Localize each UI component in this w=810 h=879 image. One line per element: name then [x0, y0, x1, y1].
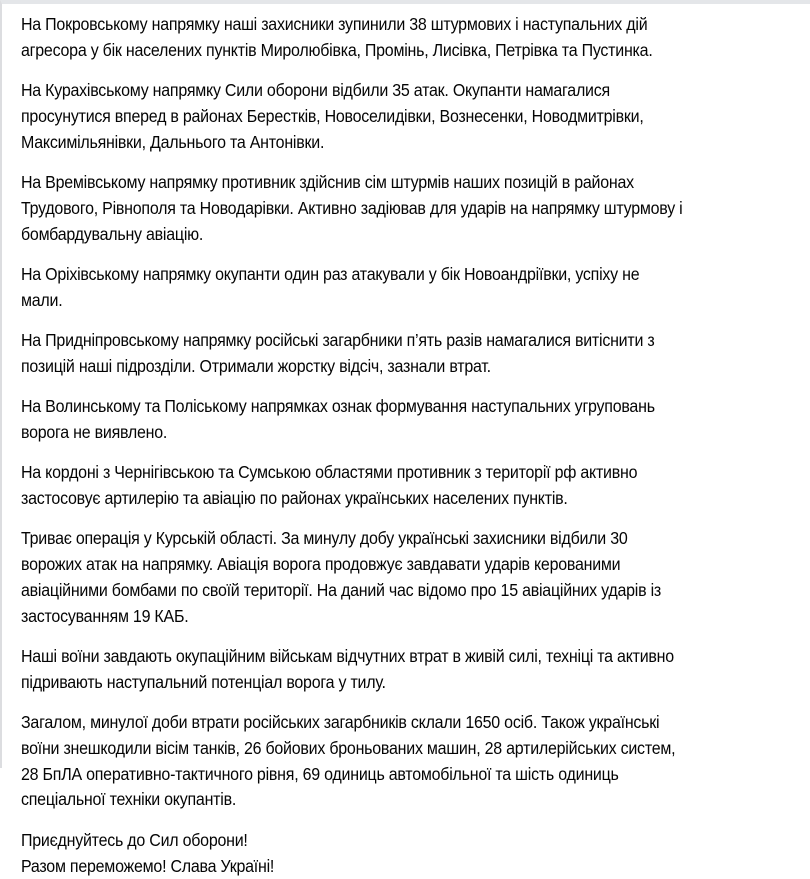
- text-line: На Придніпровському напрямку російські загарбники п’ять разів намагалися витіснити з: [21, 329, 655, 350]
- text-line: Разом переможемо! Слава Україні!: [21, 855, 275, 876]
- text-line: Загалом, минулої доби втрати російських загарбників склали 1650 осіб. Також українські: [21, 712, 660, 733]
- paragraph-kurakhove: [21, 78, 802, 155]
- paragraph-losses-inflicted: [21, 644, 802, 696]
- text-line: На кордоні з Чернігівською та Сумською областями противник з території рф активно: [21, 462, 638, 483]
- text-line: На Оріхівському напрямку окупанти один раз атакували у бік Новоандріївки, успіху не: [21, 263, 640, 284]
- paragraph-summary: [21, 710, 802, 813]
- text-line: ворожих атак на напрямку. Авіація ворога продовжує завдавати ударів керованими: [21, 554, 621, 575]
- text-line: підривають наступальний потенціал ворога у тилу.: [21, 671, 386, 692]
- paragraph-prydniprovskyi: [21, 328, 802, 380]
- text-line: бомбардувальну авіацію.: [21, 223, 204, 244]
- text-line: Максимільянівки, Дальнього та Антонівки.: [21, 131, 325, 152]
- text-line: ворога не виявлено.: [21, 421, 168, 442]
- text-line: На Волинському та Поліському напрямках ознак формування наступальних угруповань: [21, 396, 655, 417]
- paragraph-vremivka: [21, 170, 802, 247]
- text-line: Триває операція у Курській області. За минулу добу українські захисники відбили 30: [21, 528, 628, 549]
- paragraph-orikhiv: [21, 262, 802, 314]
- text-line: На Покровському напрямку наші захисники зупинили 38 штурмових і наступальних дій: [21, 14, 648, 34]
- text-line: застосовує артилерію та авіацію по районах українських населених пунктів.: [21, 487, 568, 508]
- text-line: Трудового, Рівнополя та Новодарівки. Активно задіював для ударів на напрямку штурмову і: [21, 197, 683, 218]
- text-line: застосуванням 19 КАБ.: [21, 605, 189, 626]
- text-line: Наші воїни завдають окупаційним військам відчутних втрат в живій силі, техніці та активно: [21, 645, 674, 666]
- text-line: авіаційними бомбами по своїй території. На даний час відомо про 15 авіаційних ударів із: [21, 579, 661, 600]
- text-line: позицій наші підрозділи. Отримали жорстку відсіч, зазнали втрат.: [21, 355, 491, 376]
- text-line: воїни знешкодили вісім танків, 26 бойових броньованих машин, 28 артилерійських систем,: [21, 737, 676, 758]
- text-line: Приєднуйтесь до Сил оборони!: [21, 829, 248, 850]
- text-line: На Курахівському напрямку Сили оборони відбили 35 атак. Окупанти намагалися: [21, 80, 610, 101]
- paragraph-closing: [21, 828, 802, 879]
- text-line: мали.: [21, 289, 63, 310]
- paragraph-volyn-polissia: [21, 394, 802, 446]
- text-line: агресора у бік населених пунктів Миролюбівка, Промінь, Лисівка, Петрівка та Пустинка.: [21, 39, 653, 60]
- text-line: спеціальної техніки окупантів.: [21, 789, 237, 810]
- paragraph-border: [21, 460, 802, 512]
- text-line: просунутися вперед в районах Берестків, Новоселидівки, Вознесенки, Новодмитрівки,: [21, 105, 644, 126]
- paragraph-pokrovsk: [21, 12, 802, 64]
- text-line: 28 БпЛА оперативно-тактичного рівня, 69 одиниць автомобільної та шість одиниць: [21, 763, 619, 784]
- paragraph-kursk: [21, 526, 802, 629]
- text-line: На Времівському напрямку противник здійснив сім штурмів наших позицій в районах: [21, 171, 634, 192]
